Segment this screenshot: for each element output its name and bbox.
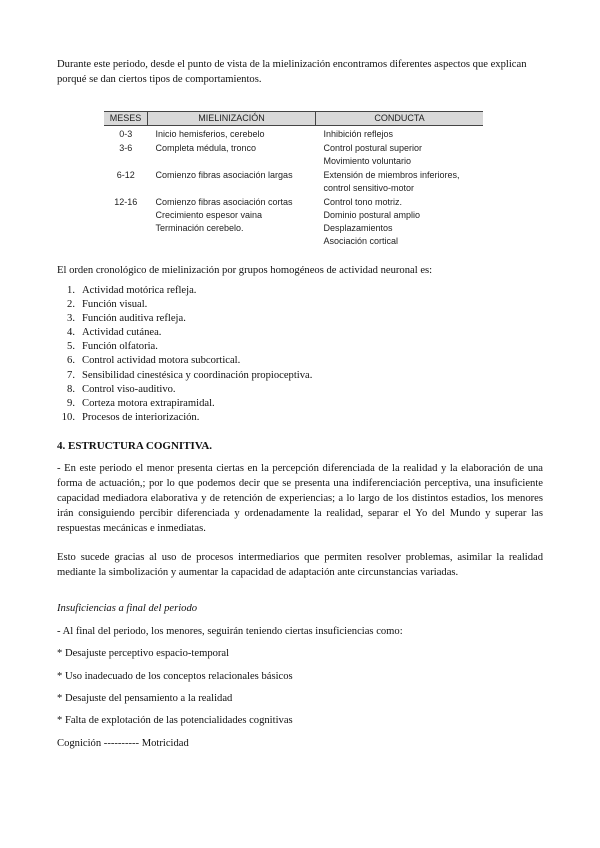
bullet-item: * Desajuste perceptivo espacio-temporal [57,648,230,659]
cell-meses: 0-3 [119,129,133,139]
myelination-table [104,111,483,248]
list-item: 9. Corteza motora extrapiramidal. [67,397,215,409]
list-item: 3. Función auditiva refleja. [67,313,186,325]
paragraph-procesos: Esto sucede gracias al uso de procesos intermediarios que permiten resolver problemas, asimilar la realidad mediante la simbolización y aumentar la capacidad de adaptación ante circunstancias variadas. [57,552,543,578]
list-item: 4. Actividad cutánea. [67,327,162,339]
table-row [104,141,483,168]
cell-conducta [316,168,484,195]
section-heading: 4. ESTRUCTURA COGNITIVA. [57,440,213,452]
intro-paragraph: Durante este periodo, desde el punto de vista de la mielinización encontramos diferentes aspectos que explican porqué se dan ciertos tipos de comportamientos. [57,59,527,85]
cell-line: Inhibición reflejos [323,129,394,139]
cell-line: Asociación cortical [323,236,399,246]
list-item: 7. Sensibilidad cinestésica y coordinación propioceptiva. [67,369,313,381]
list-item: 5. Función olfatoria. [67,341,158,353]
cell-line: Extensión de miembros inferiores, [323,170,460,180]
subheading-insuficiencias: Insuficiencias a final del periodo [57,603,198,614]
paragraph-percepcion: - En este periodo el menor presenta ciertas en la percepción diferenciada de la realidad y la elaboración de una forma de actuación,; por lo que podemos decir que se presenta una indiferenciación perceptiva, una insuficiente capacidad mediadora elaborativa y de retención de experiencias; a lo largo de los distintos estadios, los menores irán consiguiendo percibir diferenciada y ordenadamente la realidad, separar el Yo del Mundo y superar las respuestas mecánicas e inmediatas. [57,463,543,534]
cell-line: Comienzo fibras asociación largas [155,170,293,180]
cell-line: Movimiento voluntario [323,156,412,166]
cognicion-motricidad-line: Cognición ---------- Motricidad [57,738,189,749]
bullet-item: * Falta de explotación de las potencialidades cognitivas [57,715,293,726]
cell-line: Terminación cerebelo. [155,223,244,233]
cell-conducta [316,195,484,248]
bullet-item: * Uso inadecuado de los conceptos relacionales básicos [57,671,293,682]
cell-mielinizacion [148,141,316,168]
cell-line: Dominio postural amplio [323,210,421,220]
list-item: 8. Control viso-auditivo. [67,383,176,395]
cell-mielinizacion [148,168,316,195]
paragraph-insuficiencias: - Al final del periodo, los menores, seguirán teniendo ciertas insuficiencias como: [57,626,403,637]
order-intro: El orden cronológico de mielinización por grupos homogéneos de actividad neuronal es: [57,265,433,276]
cell-line: Control postural superior [323,143,423,153]
table-row [104,168,483,195]
list-item: 1. Actividad motórica refleja. [67,285,197,296]
myelination-order-list [57,284,312,425]
cell-meses: 3-6 [119,143,133,153]
header-mielinizacion: MIELINIZACIÓN [148,112,316,126]
list-item: 10. Procesos de interiorización. [61,411,200,423]
cell-conducta [316,126,484,142]
cell-line: Comienzo fibras asociación cortas [155,197,293,207]
list-item: 6. Control actividad motora subcortical. [67,355,241,367]
cell-meses: 6-12 [116,170,135,180]
cell-mielinizacion [148,195,316,248]
table-row [104,195,483,248]
header-conducta: CONDUCTA [316,112,484,126]
cell-conducta [316,141,484,168]
cell-line: Desplazamientos [323,223,393,233]
bullet-item: * Desajuste del pensamiento a la realidad [57,693,233,704]
cell-line: Completa médula, tronco [155,143,257,153]
cell-meses: 12-16 [114,197,138,207]
cell-line: Inicio hemisferios, cerebelo [155,129,265,139]
list-item: 2. Función visual. [67,299,148,311]
cell-mielinizacion [148,126,316,142]
cell-line: Control tono motriz. [323,197,403,207]
cell-line: control sensitivo-motor [323,183,415,193]
header-meses: MESES [104,112,148,126]
cell-line: Crecimiento espesor vaina [155,210,263,220]
table-header-row [104,112,483,126]
table-row [104,126,483,142]
